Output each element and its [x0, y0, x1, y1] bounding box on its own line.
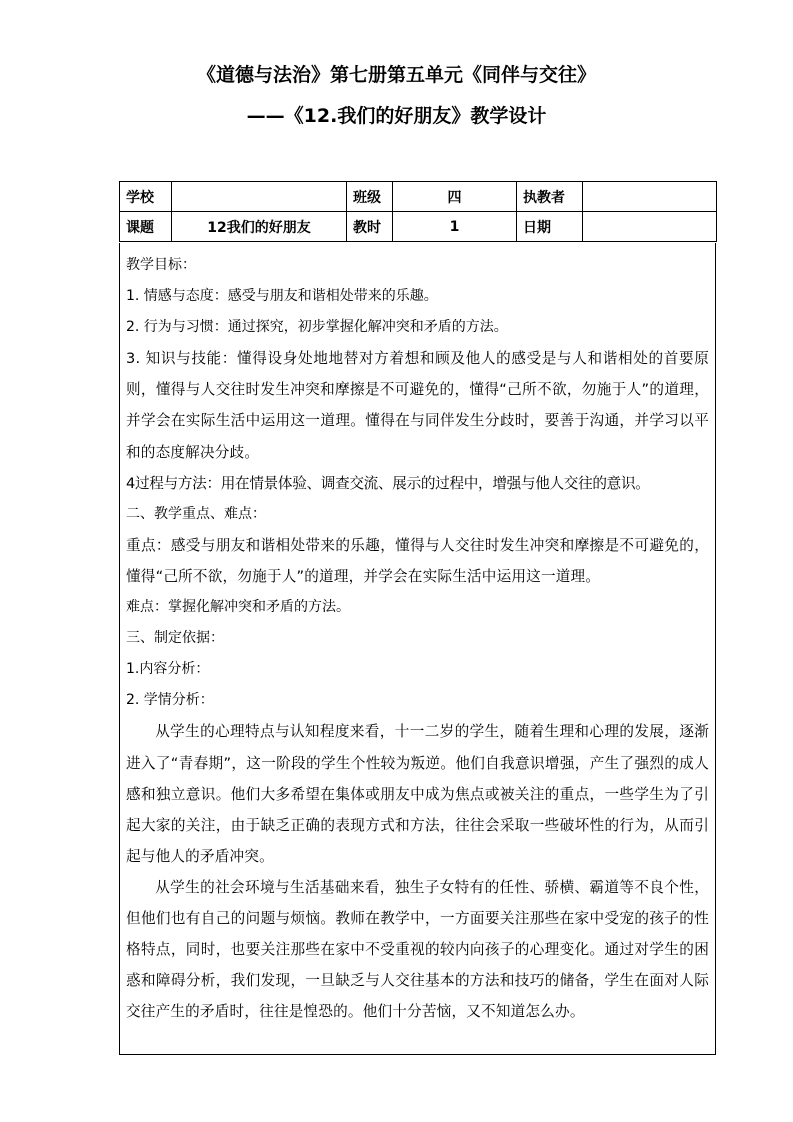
document-subtitle: ——《12.我们的好朋友》教学设计 — [246, 105, 547, 127]
date-value — [583, 212, 717, 242]
content-cell — [119, 243, 716, 1055]
school-value — [172, 182, 347, 212]
content-analysis-heading: 1.内容分析： — [126, 661, 210, 678]
goal-knowledge: 3. 知识与技能：懂得设身处地地替对方着想和顾及他人的感受是与人和谐相处的首要原则，懂得与人交往时发生冲突和摩擦是不可避免的，懂得“己所不欲，勿施于人”的道理，并学会在实际生活中运用这一道理。懂得在与同伴发生分歧时，要善于沟通，并学习以平和的态度解决分歧。 — [126, 350, 709, 461]
goal-process: 4过程与方法：用在情景体验、调查交流、展示的过程中，增强与他人交往的意识。 — [126, 474, 650, 492]
student-analysis-paragraph-2: 从学生的社会环境与生活基础来看，独生子女特有的任性、骄横、霸道等不良个性，但他们也有自己的问题与烦恼。教师在教学中，一方面要关注那些在家中受宠的孩子的性格特点，同时，也要关注那些在家中不受重视的较内向孩子的心理变化。通过对学生的困惑和障碍分析，我们发现，一旦缺乏与人交往基本的方法和技巧的储备，学生在面对人际交往产生的矛盾时，往往是惶恐的。他们十分苦恼，又不知道怎么办。 — [126, 878, 709, 1021]
teacher-value — [583, 182, 717, 212]
student-analysis-heading: 2. 学情分析： — [126, 692, 214, 709]
info-table — [119, 181, 717, 242]
class-label: 班级 — [347, 182, 393, 212]
class-value: 四 — [393, 182, 517, 212]
school-label: 学校 — [120, 182, 172, 212]
goal-emotion: 1. 情感与态度：感受与朋友和谐相处带来的乐趣。 — [126, 288, 438, 305]
date-label: 日期 — [517, 212, 583, 242]
document-title: 《道德与法治》第七册第五单元《同伴与交往》 — [196, 64, 596, 86]
topic-label: 课题 — [120, 212, 172, 242]
goals-heading: 教学目标： — [126, 257, 196, 273]
period-label: 教时 — [347, 212, 393, 242]
key-points: 重点：感受与朋友和谐相处带来的乐趣，懂得与人交往时发生冲突和摩擦是不可避免的，懂得“己所不欲，勿施于人”的道理，并学会在实际生活中运用这一道理。 — [126, 536, 709, 585]
info-row-1 — [120, 182, 717, 212]
goal-behavior: 2. 行为与习惯：通过探究，初步掌握化解冲突和矛盾的方法。 — [126, 319, 508, 336]
period-value: 1 — [393, 212, 517, 242]
teacher-label: 执教者 — [517, 182, 583, 212]
info-row-2 — [120, 212, 717, 242]
key-heading: 二、教学重点、难点： — [126, 505, 266, 522]
basis-heading: 三、制定依据： — [126, 630, 224, 647]
difficult-points: 难点：掌握化解冲突和矛盾的方法。 — [126, 599, 350, 616]
student-analysis-paragraph-1: 从学生的心理特点与认知程度来看，十一二岁的学生，随着生理和心理的发展，逐渐进入了“青春期”，这一阶段的学生个性较为叛逆。他们自我意识增强，产生了强烈的成人感和独立意识。他们大多希望在集体或朋友中成为焦点或被关注的重点，一些学生为了引起大家的关注，由于缺乏正确的表现方式和方法，往往会采取一些破坏性的行为，从而引起与他人的矛盾冲突。 — [126, 723, 709, 865]
topic-value: 12我们的好朋友 — [172, 212, 347, 242]
